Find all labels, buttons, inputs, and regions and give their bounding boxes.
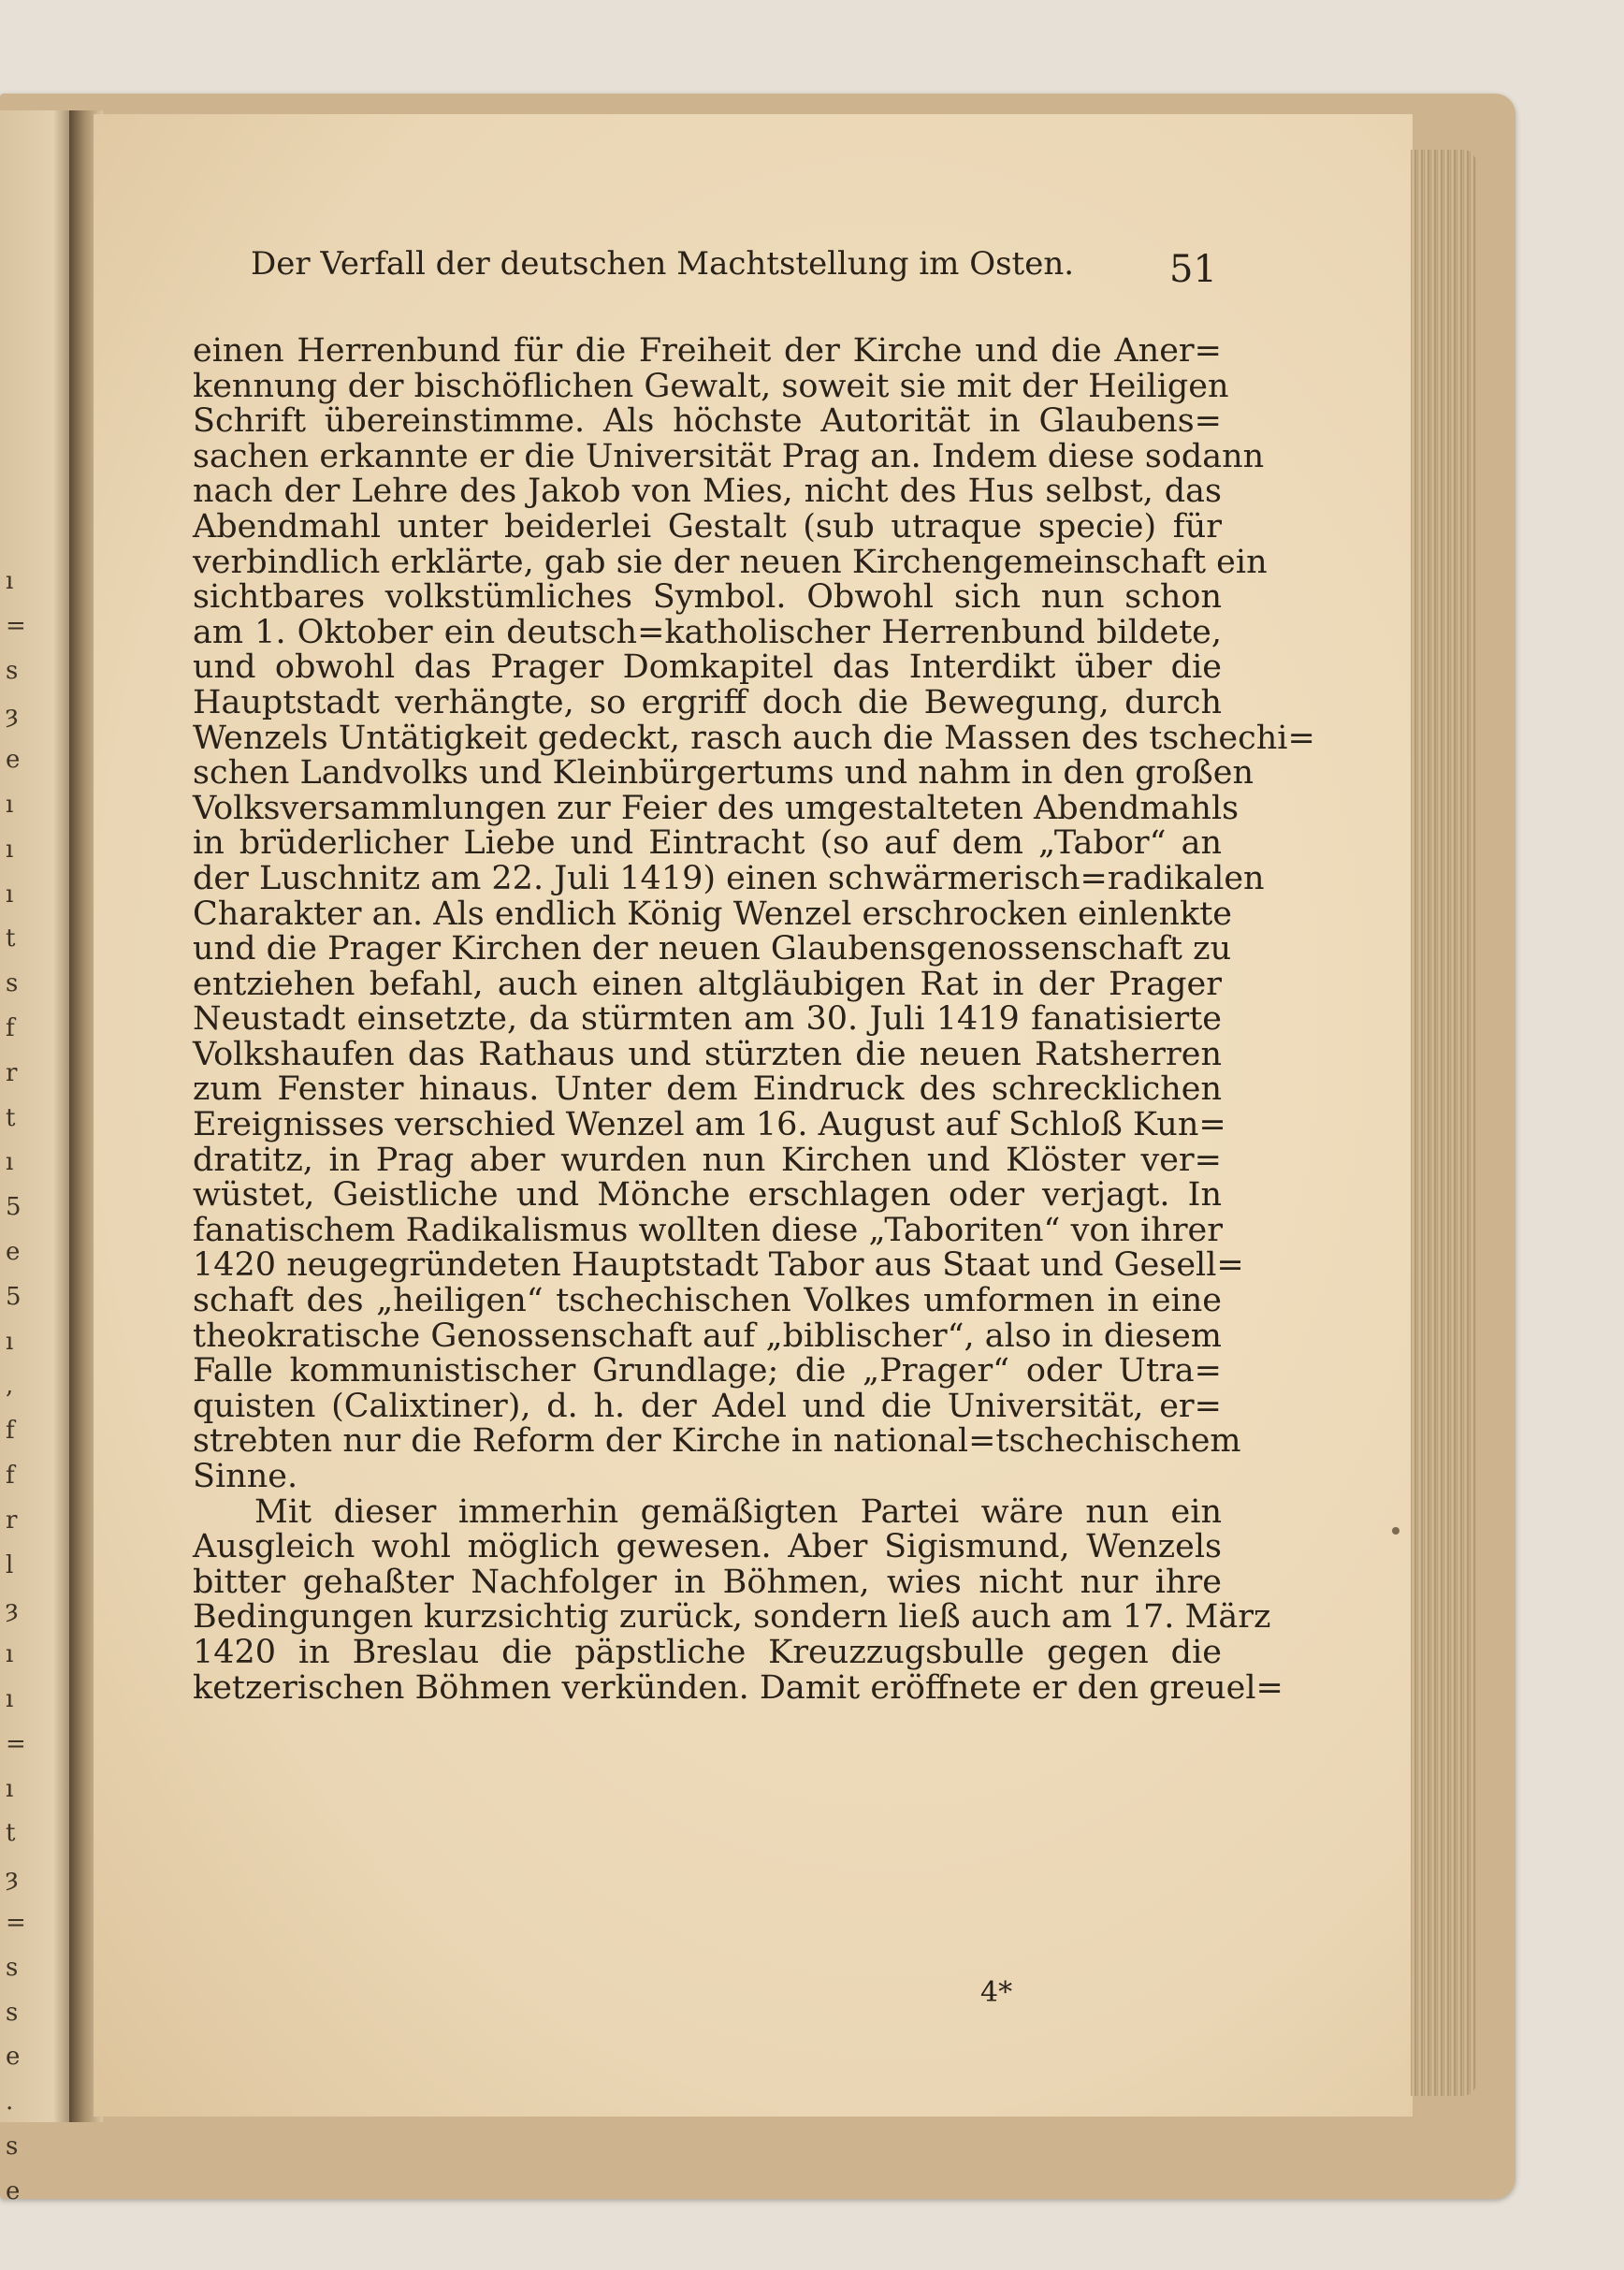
text-line: einen Herrenbund für die Freiheit der Kirche und die Aner= [193,332,1222,370]
left-page-fragment: r [6,1058,18,1087]
text-line: Ausgleich wohl möglich gewesen. Aber Sigismund, Wenzels [193,1528,1222,1566]
text-line: Schrift übereinstimme. Als höchste Autorität in Glaubens= [193,402,1222,441]
text-line: kennung der bischöflichen Gewalt, soweit sie mit der Heiligen [193,367,1229,405]
text-line: Hauptstadt verhängte, so ergriff doch die Bewegung, durch [193,683,1222,721]
signature-mark: 4* [980,1976,1013,2009]
text-line: wüstet, Geistliche und Mönche erschlagen oder verjagt. In [193,1176,1222,1215]
text-line: dratitz, in Prag aber wurden nun Kirchen und Klöster ver= [193,1141,1222,1179]
text-line: zum Fenster hinaus. Unter dem Eindruck des schrecklichen [193,1070,1222,1109]
page-edges [1411,150,1476,2096]
left-page-fragment: ı [6,835,14,864]
text-line: 1420 neugegründeten Hauptstadt Tabor aus Staat und Gesell= [193,1246,1244,1285]
text-line: Wenzels Untätigkeit gedeckt, rasch auch die Massen des tschechi= [193,719,1315,757]
text-line: 1420 in Breslau die päpstliche Kreuzzugsbulle gegen die [193,1633,1222,1671]
text-line: fanatischem Radikalismus wollten diese „Taboriten“ von ihrer [193,1211,1223,1249]
text-line: Falle kommunistischer Grundlage; die „Prager“ oder Utra= [193,1352,1222,1390]
text-line: bitter gehaßter Nachfolger in Böhmen, wies nicht nur ihre [193,1563,1222,1601]
text-line: schaft des „heiligen“ tschechischen Volkes umformen in eine [193,1282,1222,1320]
left-page-fragment: ȝ [6,701,19,730]
left-page-fragment: t [6,1103,16,1132]
left-page-fragment: ı [6,1327,14,1356]
text-line: und die Prager Kirchen der neuen Glaubensgenossenschaft zu [193,930,1232,968]
left-page-fragment: 5 [6,1282,22,1311]
left-page-fragment: r [6,1506,18,1535]
body-text [193,332,1315,1707]
text-line: Sinne. [193,1458,298,1495]
left-page-fragment: e [6,1237,21,1266]
left-page-fragment: t [6,924,16,953]
text-line: Volksversammlungen zur Feier des umgestalteten Abendmahls [193,789,1240,827]
left-page-fragment: ȝ [6,1864,19,1893]
text-line: Neustadt einsetzte, da stürmten am 30. Juli 1419 fanatisierte [193,1000,1222,1039]
left-page-fragment: l [6,1550,14,1579]
text-line: der Luschnitz am 22. Juli 1419) einen schwärmerisch=radikalen [193,859,1265,897]
left-page-fragment: ȝ [6,1595,19,1624]
left-page-fragment: ı [6,1684,14,1713]
left-page-fragment: f [6,1461,15,1490]
text-line: Mit dieser immerhin gemäßigten Partei wäre nun ein [254,1492,1222,1531]
text-line: quisten (Calixtiner), d. h. der Adel und die Universität, er= [193,1387,1222,1425]
page-number: 51 [1169,248,1217,291]
left-page-fragment: e [6,2176,21,2205]
left-page-fragment: ı [6,1774,14,1803]
left-page-fragment: s [6,1953,19,1982]
left-page-fragment: f [6,1013,15,1042]
left-page-fragment: e [6,746,21,775]
text-line: Abendmahl unter beiderlei Gestalt (sub utraque specie) für [193,507,1222,546]
text-line: Volkshaufen das Rathaus und stürzten die neuen Ratsherren [193,1035,1222,1073]
left-page-fragment: s [6,2132,19,2161]
text-line: sachen erkannte er die Universität Prag an. Indem diese sodann [193,437,1265,475]
paper-speck [1392,1527,1399,1535]
left-page-fragment: f [6,1417,15,1446]
text-line: ketzerischen Böhmen verkünden. Damit eröffnete er den greuel= [193,1668,1283,1707]
left-page-fragment: ı [6,567,14,595]
text-line: Bedingungen kurzsichtig zurück, sondern ließ auch am 17. März [193,1598,1271,1637]
left-page-fragment: ı [6,1640,14,1669]
left-page-fragment: 5 [6,1193,22,1222]
text-line: Ereignisses verschied Wenzel am 16. August auf Schloß Kun= [193,1106,1226,1144]
left-page-fragment: = [6,1908,26,1937]
text-line: nach der Lehre des Jakob von Mies, nicht des Hus selbst, das [193,473,1222,511]
left-page-fragment: e [6,2043,21,2072]
left-page-fragment: , [6,1372,14,1401]
text-line: verbindlich erklärte, gab sie der neuen Kirchengemeinschaft ein [193,543,1268,581]
left-page-fragment: s [6,656,19,685]
left-page-text-fragments [6,560,28,2214]
text-line: theokratische Genossenschaft auf „biblischer“, also in diesem [193,1317,1222,1355]
text-line: am 1. Oktober ein deutsch=katholischer Herrenbund bildete, [193,613,1222,651]
left-page-fragment: . [6,2088,14,2117]
text-line: schen Landvolks und Kleinbürgertums und nahm in den großen [193,754,1254,793]
left-page-fragment: s [6,1998,19,2027]
left-page-fragment: ı [6,1148,14,1177]
left-page-edge [0,110,77,2205]
left-page-fragment: s [6,969,19,998]
text-line: entziehen befahl, auch einen altgläubigen Rat in der Prager [193,965,1222,1003]
left-page-fragment: ı [6,790,14,819]
text-line: strebten nur die Reform der Kirche in national=tschechischem [193,1422,1241,1461]
text-line: und obwohl das Prager Domkapitel das Interdikt über die [193,648,1222,687]
left-page-fragment: t [6,1819,16,1848]
left-page-fragment: = [6,1729,26,1758]
left-page-fragment: = [6,611,26,640]
text-line: in brüderlicher Liebe und Eintracht (so auf dem „Tabor“ an [193,824,1222,863]
text-line: Charakter an. Als endlich König Wenzel erschrocken einlenkte [193,895,1232,933]
text-line: sichtbares volkstümliches Symbol. Obwohl sich nun schon [193,578,1222,617]
left-page-fragment: ı [6,880,14,909]
running-head: Der Verfall der deutschen Machtstellung im Osten. [251,245,1075,283]
